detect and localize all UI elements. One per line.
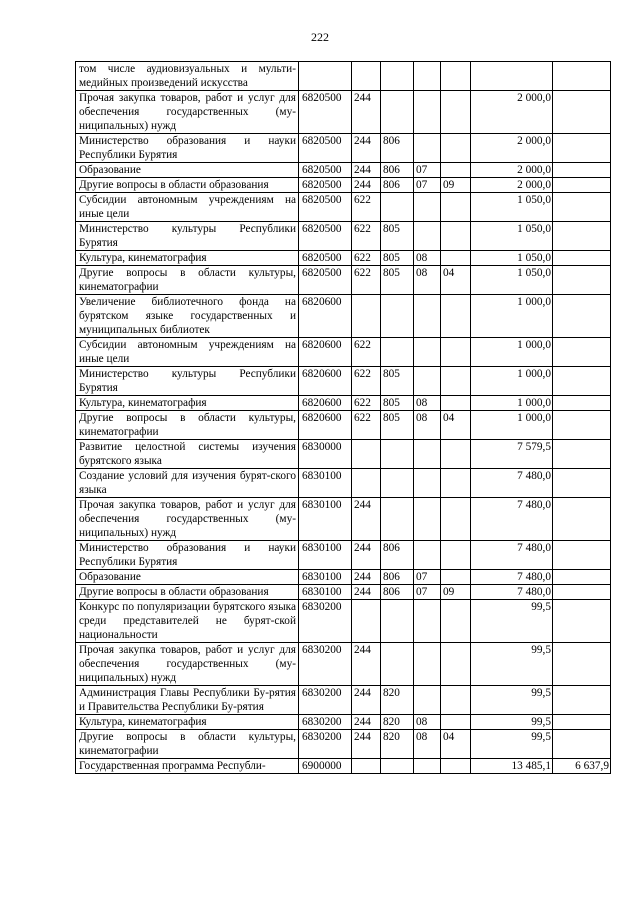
cell-name: Министерство культуры Республики Бурятия <box>76 367 299 396</box>
cell-ministry-code: 820 <box>381 686 414 715</box>
cell-amount-1: 7 480,0 <box>471 585 553 600</box>
table-row <box>76 440 611 469</box>
cell-amount-2 <box>553 440 611 469</box>
cell-amount-1: 7 480,0 <box>471 469 553 498</box>
table-row <box>76 730 611 759</box>
cell-expense-type: 244 <box>352 134 381 163</box>
cell-amount-2 <box>553 643 611 686</box>
cell-amount-2 <box>553 178 611 193</box>
cell-section <box>414 91 441 134</box>
cell-subsection <box>441 338 471 367</box>
cell-subsection <box>441 759 471 774</box>
table-row <box>76 570 611 585</box>
cell-expense-type: 244 <box>352 730 381 759</box>
cell-amount-1: 7 480,0 <box>471 498 553 541</box>
cell-name: Субсидии автономным учреждениям на иные цели <box>76 193 299 222</box>
cell-amount-2 <box>553 686 611 715</box>
cell-ministry-code <box>381 62 414 91</box>
cell-ministry-code <box>381 759 414 774</box>
table-row <box>76 62 611 91</box>
cell-name: Культура, кинематография <box>76 251 299 266</box>
cell-subsection <box>441 193 471 222</box>
cell-subsection <box>441 600 471 643</box>
cell-ministry-code <box>381 91 414 134</box>
cell-expense-type: 622 <box>352 367 381 396</box>
cell-ministry-code <box>381 469 414 498</box>
cell-amount-2 <box>553 134 611 163</box>
table-row <box>76 266 611 295</box>
cell-section: 08 <box>414 715 441 730</box>
table-row <box>76 411 611 440</box>
cell-expense-type: 622 <box>352 338 381 367</box>
cell-expense-type: 622 <box>352 411 381 440</box>
cell-amount-2 <box>553 411 611 440</box>
cell-amount-1: 2 000,0 <box>471 134 553 163</box>
cell-subsection <box>441 251 471 266</box>
cell-section <box>414 469 441 498</box>
cell-amount-2 <box>553 222 611 251</box>
cell-ministry-code: 806 <box>381 541 414 570</box>
cell-section: 07 <box>414 570 441 585</box>
cell-expense-type: 244 <box>352 163 381 178</box>
cell-amount-1: 7 480,0 <box>471 541 553 570</box>
cell-target-code: 6820500 <box>299 178 352 193</box>
cell-subsection: 09 <box>441 178 471 193</box>
table-row <box>76 251 611 266</box>
cell-name: Прочая закупка товаров, работ и услуг для обеспечения государственных (му-ниципальных) нужд <box>76 498 299 541</box>
cell-name: Создание условий для изучения бурят-ского языка <box>76 469 299 498</box>
cell-section <box>414 295 441 338</box>
table-row <box>76 585 611 600</box>
cell-target-code: 6820500 <box>299 163 352 178</box>
cell-subsection <box>441 715 471 730</box>
cell-subsection <box>441 163 471 178</box>
cell-subsection: 09 <box>441 585 471 600</box>
cell-expense-type <box>352 62 381 91</box>
cell-target-code: 6830200 <box>299 643 352 686</box>
cell-name: Развитие целостной системы изучения бурятского языка <box>76 440 299 469</box>
cell-section: 08 <box>414 411 441 440</box>
cell-name: Другие вопросы в области культуры, кинематографии <box>76 266 299 295</box>
cell-section: 07 <box>414 585 441 600</box>
cell-ministry-code: 806 <box>381 585 414 600</box>
table-row <box>76 222 611 251</box>
cell-amount-1 <box>471 62 553 91</box>
cell-target-code: 6820600 <box>299 338 352 367</box>
cell-expense-type: 244 <box>352 498 381 541</box>
cell-amount-1: 1 000,0 <box>471 338 553 367</box>
cell-target-code: 6830000 <box>299 440 352 469</box>
cell-subsection <box>441 396 471 411</box>
cell-amount-2 <box>553 193 611 222</box>
cell-target-code: 6820600 <box>299 411 352 440</box>
cell-target-code: 6820500 <box>299 134 352 163</box>
table-row <box>76 643 611 686</box>
cell-ministry-code <box>381 295 414 338</box>
cell-subsection <box>441 643 471 686</box>
table-row <box>76 600 611 643</box>
cell-ministry-code: 805 <box>381 396 414 411</box>
cell-ministry-code: 806 <box>381 570 414 585</box>
table-row <box>76 163 611 178</box>
cell-section: 08 <box>414 266 441 295</box>
cell-name: Другие вопросы в области образования <box>76 178 299 193</box>
cell-expense-type <box>352 600 381 643</box>
cell-name: Министерство культуры Республики Бурятия <box>76 222 299 251</box>
cell-subsection <box>441 686 471 715</box>
cell-ministry-code: 806 <box>381 134 414 163</box>
cell-name: Субсидии автономным учреждениям на иные цели <box>76 338 299 367</box>
cell-section: 07 <box>414 163 441 178</box>
cell-ministry-code <box>381 193 414 222</box>
cell-amount-1: 1 050,0 <box>471 222 553 251</box>
cell-ministry-code: 820 <box>381 715 414 730</box>
cell-section <box>414 222 441 251</box>
cell-ministry-code: 805 <box>381 367 414 396</box>
cell-target-code: 6820600 <box>299 396 352 411</box>
cell-amount-1: 1 000,0 <box>471 295 553 338</box>
cell-amount-1: 99,5 <box>471 715 553 730</box>
cell-ministry-code: 805 <box>381 411 414 440</box>
cell-amount-1: 7 579,5 <box>471 440 553 469</box>
cell-name: Прочая закупка товаров, работ и услуг для обеспечения государственных (му-ниципальных) нужд <box>76 91 299 134</box>
cell-expense-type: 244 <box>352 541 381 570</box>
cell-ministry-code <box>381 338 414 367</box>
cell-amount-2 <box>553 715 611 730</box>
cell-target-code: 6820600 <box>299 295 352 338</box>
cell-target-code: 6830100 <box>299 469 352 498</box>
cell-target-code: 6830200 <box>299 600 352 643</box>
cell-amount-2 <box>553 91 611 134</box>
cell-name: Другие вопросы в области культуры, кинематографии <box>76 730 299 759</box>
cell-ministry-code: 806 <box>381 163 414 178</box>
cell-name: Образование <box>76 570 299 585</box>
table-row <box>76 541 611 570</box>
cell-amount-2 <box>553 396 611 411</box>
cell-target-code: 6820500 <box>299 266 352 295</box>
cell-ministry-code <box>381 643 414 686</box>
cell-expense-type <box>352 469 381 498</box>
table-row <box>76 367 611 396</box>
cell-section <box>414 541 441 570</box>
cell-subsection <box>441 498 471 541</box>
cell-section <box>414 338 441 367</box>
cell-subsection <box>441 570 471 585</box>
cell-amount-2 <box>553 570 611 585</box>
cell-amount-2 <box>553 266 611 295</box>
cell-section: 07 <box>414 178 441 193</box>
budget-table-body <box>76 62 611 774</box>
cell-subsection: 04 <box>441 266 471 295</box>
cell-subsection <box>441 367 471 396</box>
cell-name: Администрация Главы Республики Бу-рятия и Правительства Республики Бу-рятия <box>76 686 299 715</box>
cell-target-code: 6820500 <box>299 251 352 266</box>
budget-table <box>75 61 611 774</box>
table-row <box>76 178 611 193</box>
cell-subsection <box>441 469 471 498</box>
cell-target-code: 6830100 <box>299 541 352 570</box>
cell-name: Культура, кинематография <box>76 396 299 411</box>
cell-name: том числе аудиовизуальных и мульти-медийных произведений искусства <box>76 62 299 91</box>
cell-section: 08 <box>414 396 441 411</box>
table-row <box>76 338 611 367</box>
cell-target-code <box>299 62 352 91</box>
cell-expense-type: 244 <box>352 585 381 600</box>
cell-ministry-code <box>381 600 414 643</box>
cell-expense-type: 622 <box>352 193 381 222</box>
cell-amount-2 <box>553 62 611 91</box>
cell-section <box>414 498 441 541</box>
table-row <box>76 295 611 338</box>
cell-target-code: 6830100 <box>299 585 352 600</box>
cell-amount-1: 13 485,1 <box>471 759 553 774</box>
cell-name: Министерство образования и науки Республики Бурятия <box>76 134 299 163</box>
cell-target-code: 6830200 <box>299 730 352 759</box>
table-row <box>76 134 611 163</box>
cell-name: Прочая закупка товаров, работ и услуг для обеспечения государственных (му-ниципальных) нужд <box>76 643 299 686</box>
cell-section <box>414 134 441 163</box>
cell-amount-1: 2 000,0 <box>471 163 553 178</box>
cell-subsection <box>441 295 471 338</box>
table-row <box>76 498 611 541</box>
cell-expense-type <box>352 295 381 338</box>
cell-expense-type: 622 <box>352 251 381 266</box>
cell-name: Министерство образования и науки Республики Бурятия <box>76 541 299 570</box>
cell-target-code: 6820500 <box>299 222 352 251</box>
cell-subsection <box>441 134 471 163</box>
cell-amount-1: 1 050,0 <box>471 266 553 295</box>
cell-target-code: 6900000 <box>299 759 352 774</box>
cell-ministry-code: 820 <box>381 730 414 759</box>
cell-ministry-code: 806 <box>381 178 414 193</box>
cell-target-code: 6830200 <box>299 715 352 730</box>
cell-name: Другие вопросы в области образования <box>76 585 299 600</box>
cell-name: Культура, кинематография <box>76 715 299 730</box>
cell-amount-1: 99,5 <box>471 730 553 759</box>
page-number: 222 <box>311 30 329 44</box>
cell-ministry-code: 805 <box>381 222 414 251</box>
table-row <box>76 469 611 498</box>
cell-amount-1: 2 000,0 <box>471 91 553 134</box>
cell-ministry-code <box>381 498 414 541</box>
cell-target-code: 6830100 <box>299 498 352 541</box>
cell-target-code: 6830200 <box>299 686 352 715</box>
cell-target-code: 6820500 <box>299 91 352 134</box>
cell-subsection <box>441 62 471 91</box>
cell-amount-2 <box>553 469 611 498</box>
cell-target-code: 6820500 <box>299 193 352 222</box>
table-row <box>76 91 611 134</box>
cell-target-code: 6820600 <box>299 367 352 396</box>
cell-subsection <box>441 222 471 251</box>
cell-ministry-code: 805 <box>381 251 414 266</box>
table-row <box>76 193 611 222</box>
cell-name: Увеличение библиотечного фонда на бурятском языке государственных и муниципальных библиотек <box>76 295 299 338</box>
cell-amount-1: 7 480,0 <box>471 570 553 585</box>
cell-ministry-code <box>381 440 414 469</box>
cell-amount-1: 1 050,0 <box>471 251 553 266</box>
table-row <box>76 686 611 715</box>
cell-amount-2 <box>553 730 611 759</box>
cell-subsection <box>441 541 471 570</box>
cell-amount-1: 2 000,0 <box>471 178 553 193</box>
cell-expense-type <box>352 440 381 469</box>
cell-target-code: 6830100 <box>299 570 352 585</box>
cell-expense-type: 244 <box>352 91 381 134</box>
cell-section <box>414 600 441 643</box>
cell-amount-2 <box>553 498 611 541</box>
table-row <box>76 715 611 730</box>
cell-amount-1: 1 000,0 <box>471 411 553 440</box>
cell-section: 08 <box>414 730 441 759</box>
table-row <box>76 759 611 774</box>
cell-subsection <box>441 91 471 134</box>
cell-expense-type: 244 <box>352 715 381 730</box>
cell-amount-1: 1 000,0 <box>471 396 553 411</box>
cell-expense-type: 622 <box>352 396 381 411</box>
cell-subsection: 04 <box>441 411 471 440</box>
cell-expense-type <box>352 759 381 774</box>
cell-expense-type: 622 <box>352 222 381 251</box>
cell-section <box>414 759 441 774</box>
cell-section <box>414 193 441 222</box>
cell-name: Образование <box>76 163 299 178</box>
cell-amount-2 <box>553 251 611 266</box>
cell-amount-1: 99,5 <box>471 643 553 686</box>
cell-section: 08 <box>414 251 441 266</box>
cell-amount-1: 1 000,0 <box>471 367 553 396</box>
cell-amount-2 <box>553 585 611 600</box>
cell-amount-2 <box>553 163 611 178</box>
cell-expense-type: 244 <box>352 570 381 585</box>
cell-expense-type: 622 <box>352 266 381 295</box>
cell-subsection <box>441 440 471 469</box>
cell-section <box>414 440 441 469</box>
cell-expense-type: 244 <box>352 643 381 686</box>
cell-amount-1: 99,5 <box>471 686 553 715</box>
cell-amount-1: 1 050,0 <box>471 193 553 222</box>
cell-amount-2 <box>553 367 611 396</box>
table-row <box>76 396 611 411</box>
cell-name: Конкурс по популяризации бурятского языка среди представителей не бурят-ской национальности <box>76 600 299 643</box>
cell-name: Другие вопросы в области культуры, кинематографии <box>76 411 299 440</box>
cell-amount-2 <box>553 295 611 338</box>
cell-section <box>414 62 441 91</box>
cell-amount-2 <box>553 541 611 570</box>
cell-subsection: 04 <box>441 730 471 759</box>
cell-expense-type: 244 <box>352 178 381 193</box>
cell-amount-2 <box>553 600 611 643</box>
cell-section <box>414 367 441 396</box>
cell-ministry-code: 805 <box>381 266 414 295</box>
cell-section <box>414 686 441 715</box>
cell-amount-1: 99,5 <box>471 600 553 643</box>
cell-amount-2 <box>553 338 611 367</box>
cell-expense-type: 244 <box>352 686 381 715</box>
cell-amount-2: 6 637,9 <box>553 759 611 774</box>
cell-section <box>414 643 441 686</box>
cell-name: Государственная программа Республи- <box>76 759 299 774</box>
